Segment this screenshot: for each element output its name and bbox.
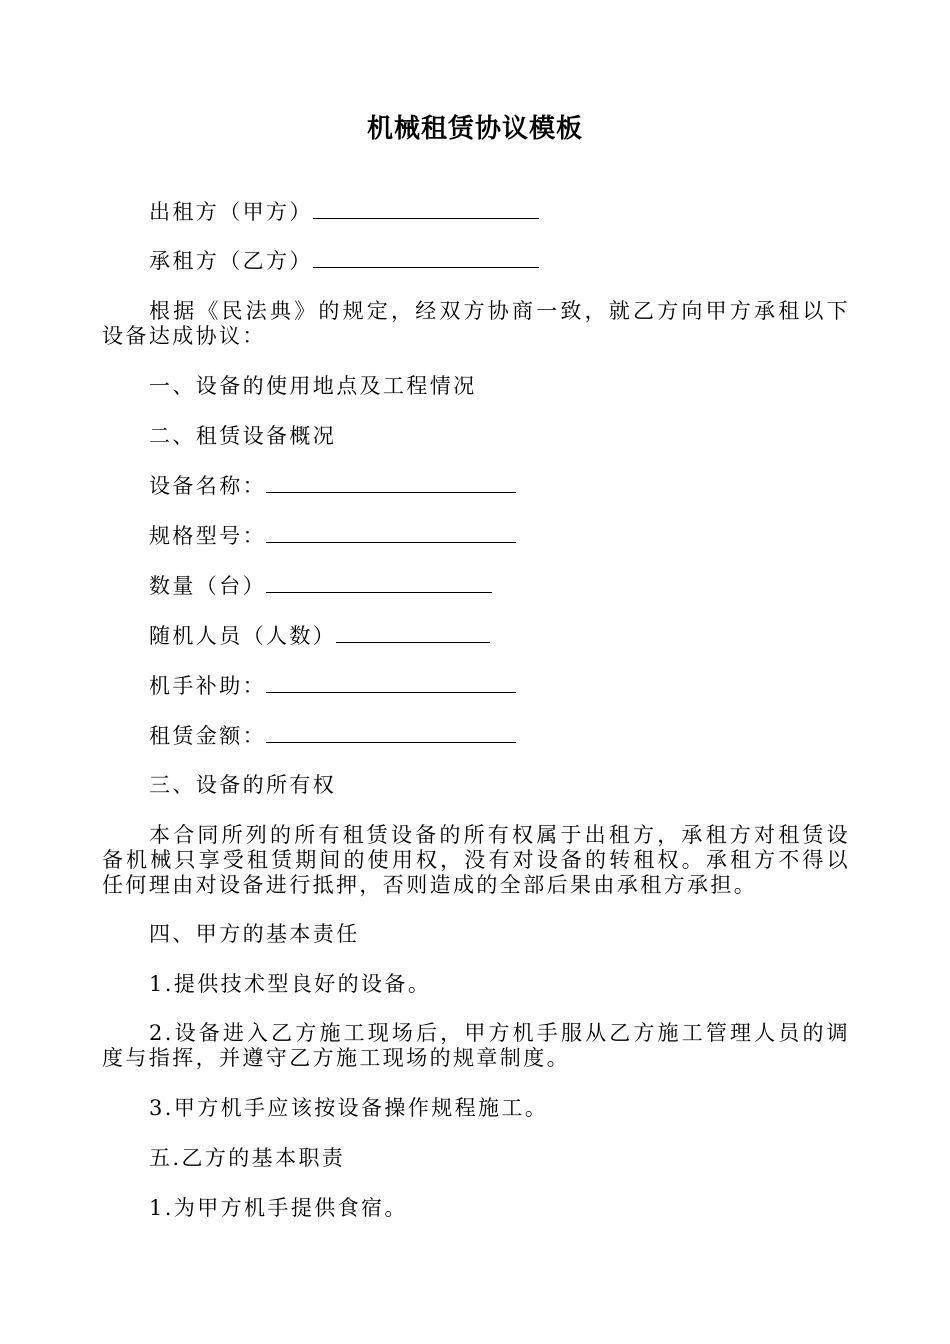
lessor-line bbox=[102, 200, 850, 225]
amount-label: 租赁金额： bbox=[149, 724, 266, 748]
subsidy-label: 机手补助： bbox=[149, 674, 266, 698]
party-a-duty-2: 2.设备进入乙方施工现场后，甲方机手服从乙方施工管理人员的调度与指挥，并遵守乙方施工现场的规章制度。 bbox=[102, 1021, 850, 1070]
section-4-heading: 四、甲方的基本责任 bbox=[149, 922, 360, 946]
staff-line bbox=[102, 624, 850, 649]
spec-blank[interactable] bbox=[266, 524, 516, 543]
staff-blank[interactable] bbox=[336, 624, 490, 643]
section-2-heading: 二、租赁设备概况 bbox=[149, 424, 337, 448]
quantity-label: 数量（台） bbox=[149, 574, 266, 598]
spec-line bbox=[102, 524, 850, 549]
party-b-duty-1: 1.为甲方机手提供食宿。 bbox=[149, 1196, 408, 1220]
amount-blank[interactable] bbox=[266, 724, 516, 743]
subsidy-line bbox=[102, 674, 850, 699]
section-3-heading: 三、设备的所有权 bbox=[149, 773, 337, 797]
lessor-blank[interactable] bbox=[313, 200, 539, 219]
amount-line bbox=[102, 724, 850, 749]
subsidy-blank[interactable] bbox=[266, 674, 516, 693]
quantity-blank[interactable] bbox=[266, 574, 492, 593]
document-title: 机械租赁协议模板 bbox=[366, 114, 583, 144]
party-a-duty-3: 3.甲方机手应该按设备操作规程施工。 bbox=[149, 1096, 549, 1120]
spec-label: 规格型号： bbox=[149, 524, 266, 548]
lessee-blank[interactable] bbox=[313, 249, 539, 268]
party-a-duty-1: 1.提供技术型良好的设备。 bbox=[149, 972, 432, 996]
section-5-heading: 五.乙方的基本职责 bbox=[149, 1146, 346, 1170]
staff-label: 随机人员（人数） bbox=[149, 624, 337, 648]
lessee-label: 承租方（乙方） bbox=[149, 249, 313, 273]
intro-paragraph: 根据《民法典》的规定，经双方协商一致，就乙方向甲方承租以下设备达成协议： bbox=[102, 299, 850, 348]
lessee-line bbox=[102, 249, 850, 274]
equipment-name-label: 设备名称： bbox=[149, 474, 266, 498]
equipment-name-line bbox=[102, 474, 850, 499]
ownership-paragraph: 本合同所列的所有租赁设备的所有权属于出租方，承租方对租赁设备机械只享受租赁期间的使用权，没有对设备的转租权。承租方不得以任何理由对设备进行抵押，否则造成的全部后果由承租方承担。 bbox=[102, 823, 850, 897]
equipment-name-blank[interactable] bbox=[266, 474, 516, 493]
quantity-line bbox=[102, 574, 850, 599]
lessor-label: 出租方（甲方） bbox=[149, 200, 313, 224]
section-1-heading: 一、设备的使用地点及工程情况 bbox=[149, 374, 477, 398]
